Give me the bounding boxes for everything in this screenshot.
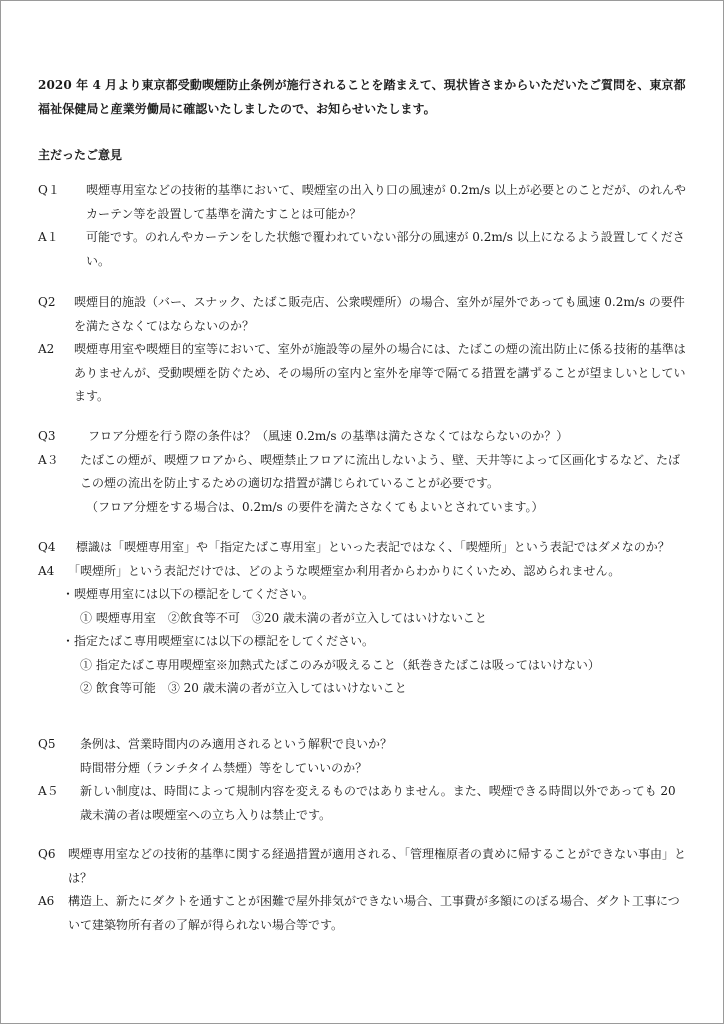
answer-6	[38, 890, 690, 937]
answer-note: （フロア分煙をする場合は、0.2m/s の要件を満たさなくてもよいとされています。）	[86, 499, 544, 514]
question-text: 条例は、営業時間内のみ適用されるという解釈で良いか？	[80, 737, 393, 751]
answer-1	[38, 226, 690, 273]
qa-block-3	[38, 425, 690, 519]
qa-block-6	[38, 843, 690, 937]
question-3	[38, 425, 690, 449]
answer-2	[38, 338, 690, 409]
answer-text: 構造上、新たにダクトを通すことが困難で屋外排気ができない場合、工事費が多額にのぼる場合、ダクト工事について建築物所有者の了解が得られない場合等です。	[68, 894, 680, 932]
qa-block-1	[38, 179, 690, 273]
question-4	[38, 536, 690, 560]
question-text: 喫煙専用室などの技術的基準において、喫煙室の出入り口の風速が 0.2m/s 以上が必要とのことだが、のれんやカーテン等を設置して基準を満たすことは可能か？	[86, 183, 687, 221]
answer-text: 可能です。のれんやカーテンをした状態で覆われていない部分の風速が 0.2m/s 以上になるよう設置してください。	[86, 230, 685, 268]
section-heading: 主だったご意見	[38, 148, 123, 162]
intro-paragraph: 2020 年 4 月より東京都受動喫煙防止条例が施行されることを踏まえて、現状皆さまからいただいたご質問を、東京都福祉保健局と産業労働局に確認いたしましたので、お知らせいたします。	[38, 78, 686, 116]
answer-label: A6	[38, 894, 55, 908]
bullet-smoking-room-items: ① 喫煙専用室 ②飲食等不可 ③20 歳未満の者が立入してはいけないこと	[80, 610, 487, 625]
answer-label: A３	[38, 452, 59, 467]
question-1	[38, 179, 690, 226]
bullet-designated-room-items-2: ② 飲食等可能 ③ 20 歳未満の者が立入してはいけないこと	[80, 681, 407, 695]
question-5	[38, 733, 690, 757]
question-label: Q3	[38, 429, 56, 443]
question-text-continued: 時間帯分煙（ランチタイム禁煙）等をしていいのか？	[80, 760, 368, 775]
qa-block-4	[38, 536, 690, 701]
question-label: Q2	[38, 295, 56, 309]
answer-text: たばこの煙が、喫煙フロアから、喫煙禁止フロアに流出しないよう、壁、天井等によって区画化するなど、たばこの煙の流出を防止するための適切な措置が講じられていることが必要です。	[80, 452, 681, 490]
answer-3	[38, 449, 690, 496]
question-2	[38, 291, 690, 338]
bullet-smoking-room: ・喫煙専用室には以下の標記をしてください。	[62, 587, 315, 601]
answer-text: 「喫煙所」という表記だけでは、どのような喫煙室か利用者からわかりにくいため、認められません。	[68, 563, 621, 578]
answer-text: 喫煙専用室や喫煙目的室等において、室外が施設等の屋外の場合には、たばこの煙の流出防止に係る技術的基準はありませんが、受動喫煙を防ぐため、その場所の室内と室外を扉等で隔てる措置を講ずることが望ましいとしています。	[74, 342, 686, 403]
question-6	[38, 843, 690, 890]
question-text: 喫煙目的施設（バー、スナック、たばこ販売店、公衆喫煙所）の場合、室外が屋外であっても風速 0.2m/s の要件を満たさなくてはならないのか？	[74, 295, 685, 333]
qa-block-5	[38, 733, 690, 827]
question-label: Q5	[38, 737, 56, 751]
question-label: Q4	[38, 540, 56, 554]
question-text: 喫煙専用室などの技術的基準に関する経過措置が適用される、「管理権原者の責めに帰することができない事由」とは？	[68, 847, 687, 885]
answer-label: A2	[38, 342, 55, 356]
answer-label: A１	[38, 230, 59, 244]
answer-label: A4	[38, 563, 55, 578]
answer-4	[38, 560, 690, 584]
question-text: 標識は「喫煙専用室」や「指定たばこ専用室」といった表記ではなく、「喫煙所」という表記ではダメなのか？	[76, 540, 670, 554]
question-text: フロア分煙を行う際の条件は？（風速 0.2m/s の基準は満たさなくてはならないのか？）	[88, 429, 569, 443]
bullet-designated-room-items-1: ① 指定たばこ専用喫煙室※加熱式たばこのみが吸えること（紙巻きたばこは吸ってはいけない）	[80, 657, 600, 672]
question-label: Q１	[38, 183, 60, 197]
question-label: Q6	[38, 847, 56, 861]
answer-label: A５	[38, 784, 59, 798]
bullet-designated-room: ・指定たばこ専用喫煙室には以下の標記をしてください。	[62, 634, 375, 648]
answer-text: 新しい制度は、時間によって規制内容を変えるものではありません。また、喫煙できる時間以外であっても 20 歳未満の者は喫煙室への立ち入りは禁止です。	[80, 784, 676, 822]
qa-block-2	[38, 291, 690, 409]
answer-5	[38, 780, 690, 827]
